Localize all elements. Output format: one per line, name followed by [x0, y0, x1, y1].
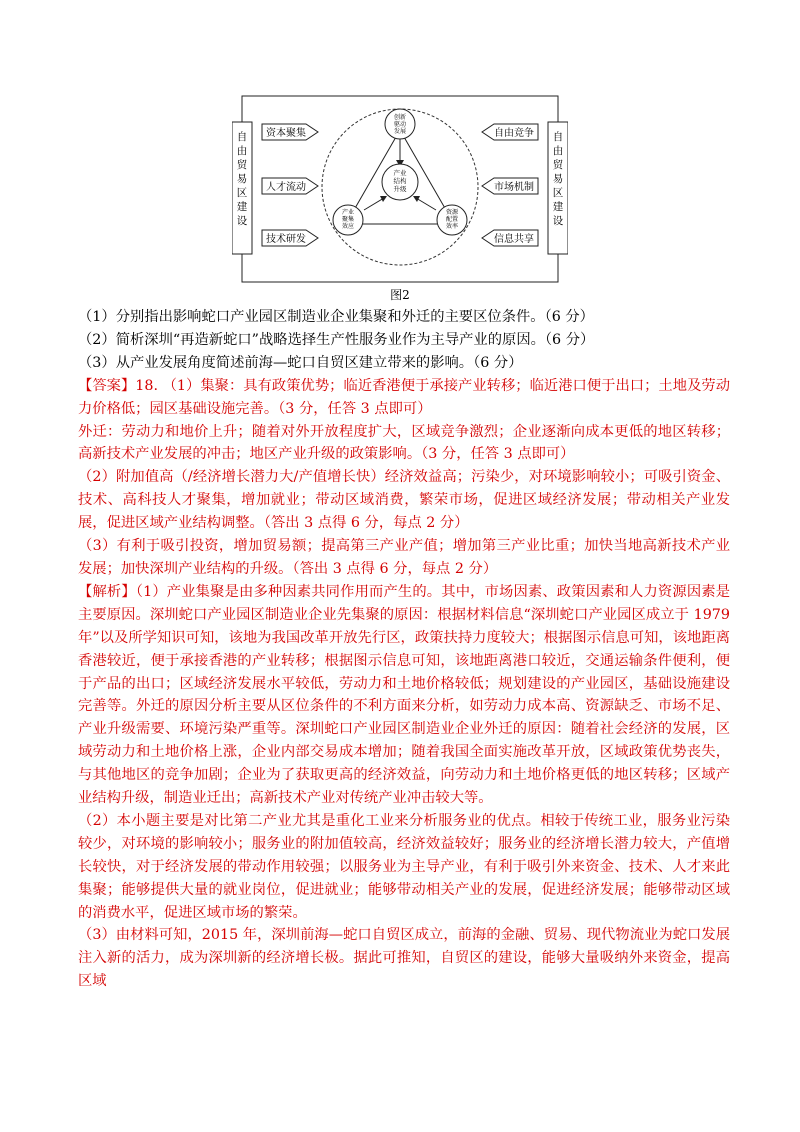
analysis-para-1 [78, 581, 730, 810]
right-arrow-3 [482, 230, 538, 246]
question-1: （1）分别指出影响蛇口产业园区制造业企业集聚和外迁的主要区位条件。（6 分） [78, 309, 594, 325]
left-item-1: 资本聚集 [266, 128, 306, 139]
right-arrow-2 [482, 178, 538, 194]
left-arrow-2 [262, 178, 318, 194]
right-arrow-1 [482, 124, 538, 140]
analysis-para-2: （2）本小题主要是对比第二产业尤其是重化工业来分析服务业的优点。相较于传统工业，服务业污染较少，对环境的影响较小；服务业的附加值较高，经济效益较好；服务业的经济增长潜力较大，产值增长较快，对于经济发展的带动作用较强；以服务业为主导产业，有利于吸引外来资金、技术、人才来此集聚；能够提供大量的就业岗位，促进就业；能够带动相关产业的发展，促进经济发展；能够带动区域的消费水平，促进区域市场的繁荣。 [78, 812, 730, 921]
node-bottom-left-label: 产业聚集效应 [341, 209, 355, 230]
arrowhead-left [380, 196, 387, 202]
node-center-label: 产业结构升级 [393, 169, 407, 193]
node-bottom-right-label: 资源配置效率 [445, 209, 459, 230]
right-item-3: 信息共享 [494, 234, 534, 245]
analysis-text-1: （1）产业集聚是由多种因素共同作用而产生的。其中，市场因素、政策因素和人力资源因素是主要原因。深圳蛇口产业园区制造业企业先集聚的原因：根据材料信息“深圳蛇口产业园区成立于 1979 年”以及所学知识可知，该地为我国改革开放先行区，政策扶持力度较大；根据图示信息可知，该地距离香港较近，便于承接香港的产业转移；根据图示信息可知，该地距离港口较近，交通运输条件便利，便于产品的出口；区域经济发展水平较低，劳动力和土地价格较低；规划建设的产业园区，基础设施建设完善等。外迁的原因分析主要从区位条件的不利方面来分析，如劳动力成本高、资源缺乏、市场不足、产业升级需要、环境污染严重等。深圳蛇口产业园区制造业企业外迁的原因：随着社会经济的发展，区域劳动力和土地价格上涨，企业内部交易成本增加；随着我国全面实施改革开放，区域政策优势丧失，与其他地区的竞争加剧；企业为了获取更高的经济效益，向劳动力和土地价格更低的地区转移；区域产业结构升级，制造业迁出；高新技术产业对传统产业冲击较大等。 [78, 583, 731, 807]
figure-diagram [232, 92, 568, 302]
question-2: （2）简析深圳“再造新蛇口”战略选择生产性服务业作为主导产业的原因。（6 分） [78, 331, 595, 348]
answer-text-1: 18. （1）集聚：具有政策优势；临近香港便于承接产业转移；临近港口便于出口；土地及劳动力价格低；园区基础设施完善。（3 分，任答 3 点即可） [78, 377, 730, 417]
right-box-label: 自由贸易区建设 [552, 131, 564, 227]
arrow-right-to-center [416, 198, 436, 210]
right-item-2: 市场机制 [494, 182, 534, 193]
answer-tag: 【答案】 [78, 377, 136, 394]
document-body [78, 306, 730, 993]
answer-line-2: 外迁：劳动力和地价上升；随着对外开放程度扩大，区域竞争激烈；企业逐渐向成本更低的地区转移；高新技术产业发展的冲击；地区产业升级的政策影响。（3 分，任答 3 点即可） [78, 423, 730, 463]
arrowhead-right [413, 196, 420, 202]
analysis-tag: 【解析】 [78, 583, 136, 600]
left-box-label: 自由贸易区建设 [236, 131, 248, 227]
left-item-3: 技术研发 [266, 234, 306, 245]
answer-line-4: （3）有利于吸引投资，增加贸易额；提高第三产业产值；增加第三产业比重；加快当地高新技术产业发展；加快深圳产业结构的升级。（答出 3 点得 6 分，每点 2 分） [78, 538, 730, 577]
left-arrow-1 [262, 124, 318, 140]
diagram-svg [232, 92, 568, 292]
answer-line-1 [78, 375, 730, 421]
answer-line-3: （2）附加值高（/经济增长潜力大/产值增长快）经济效益高；污染少，对环境影响较小；可吸引资金、技术、高科技人才聚集，增加就业；带动区域消费，繁荣市场，促进区域经济发展；带动相关产业发展，促进区域产业结构调整。（答出 3 点得 6 分，每点 2 分） [78, 469, 730, 532]
question-3: （3）从产业发展角度简述前海—蛇口自贸区建立带来的影响。（6 分） [78, 354, 523, 371]
right-item-1: 自由竞争 [494, 128, 534, 139]
figure-caption: 图2 [390, 288, 410, 302]
left-item-2: 人才流动 [266, 182, 306, 193]
left-arrow-3 [262, 230, 318, 246]
analysis-para-3: （3）由材料可知，2015 年，深圳前海—蛇口自贸区成立，前海的金融、贸易、现代物流业为蛇口发展注入新的活力，成为深圳新的经济增长极。据此可推知，自贸区的建设，能够大量吸纳外来资金，提高区域 [78, 927, 730, 990]
arrow-left-to-center [364, 198, 384, 210]
node-top-label: 创新驱动发展 [393, 114, 407, 135]
